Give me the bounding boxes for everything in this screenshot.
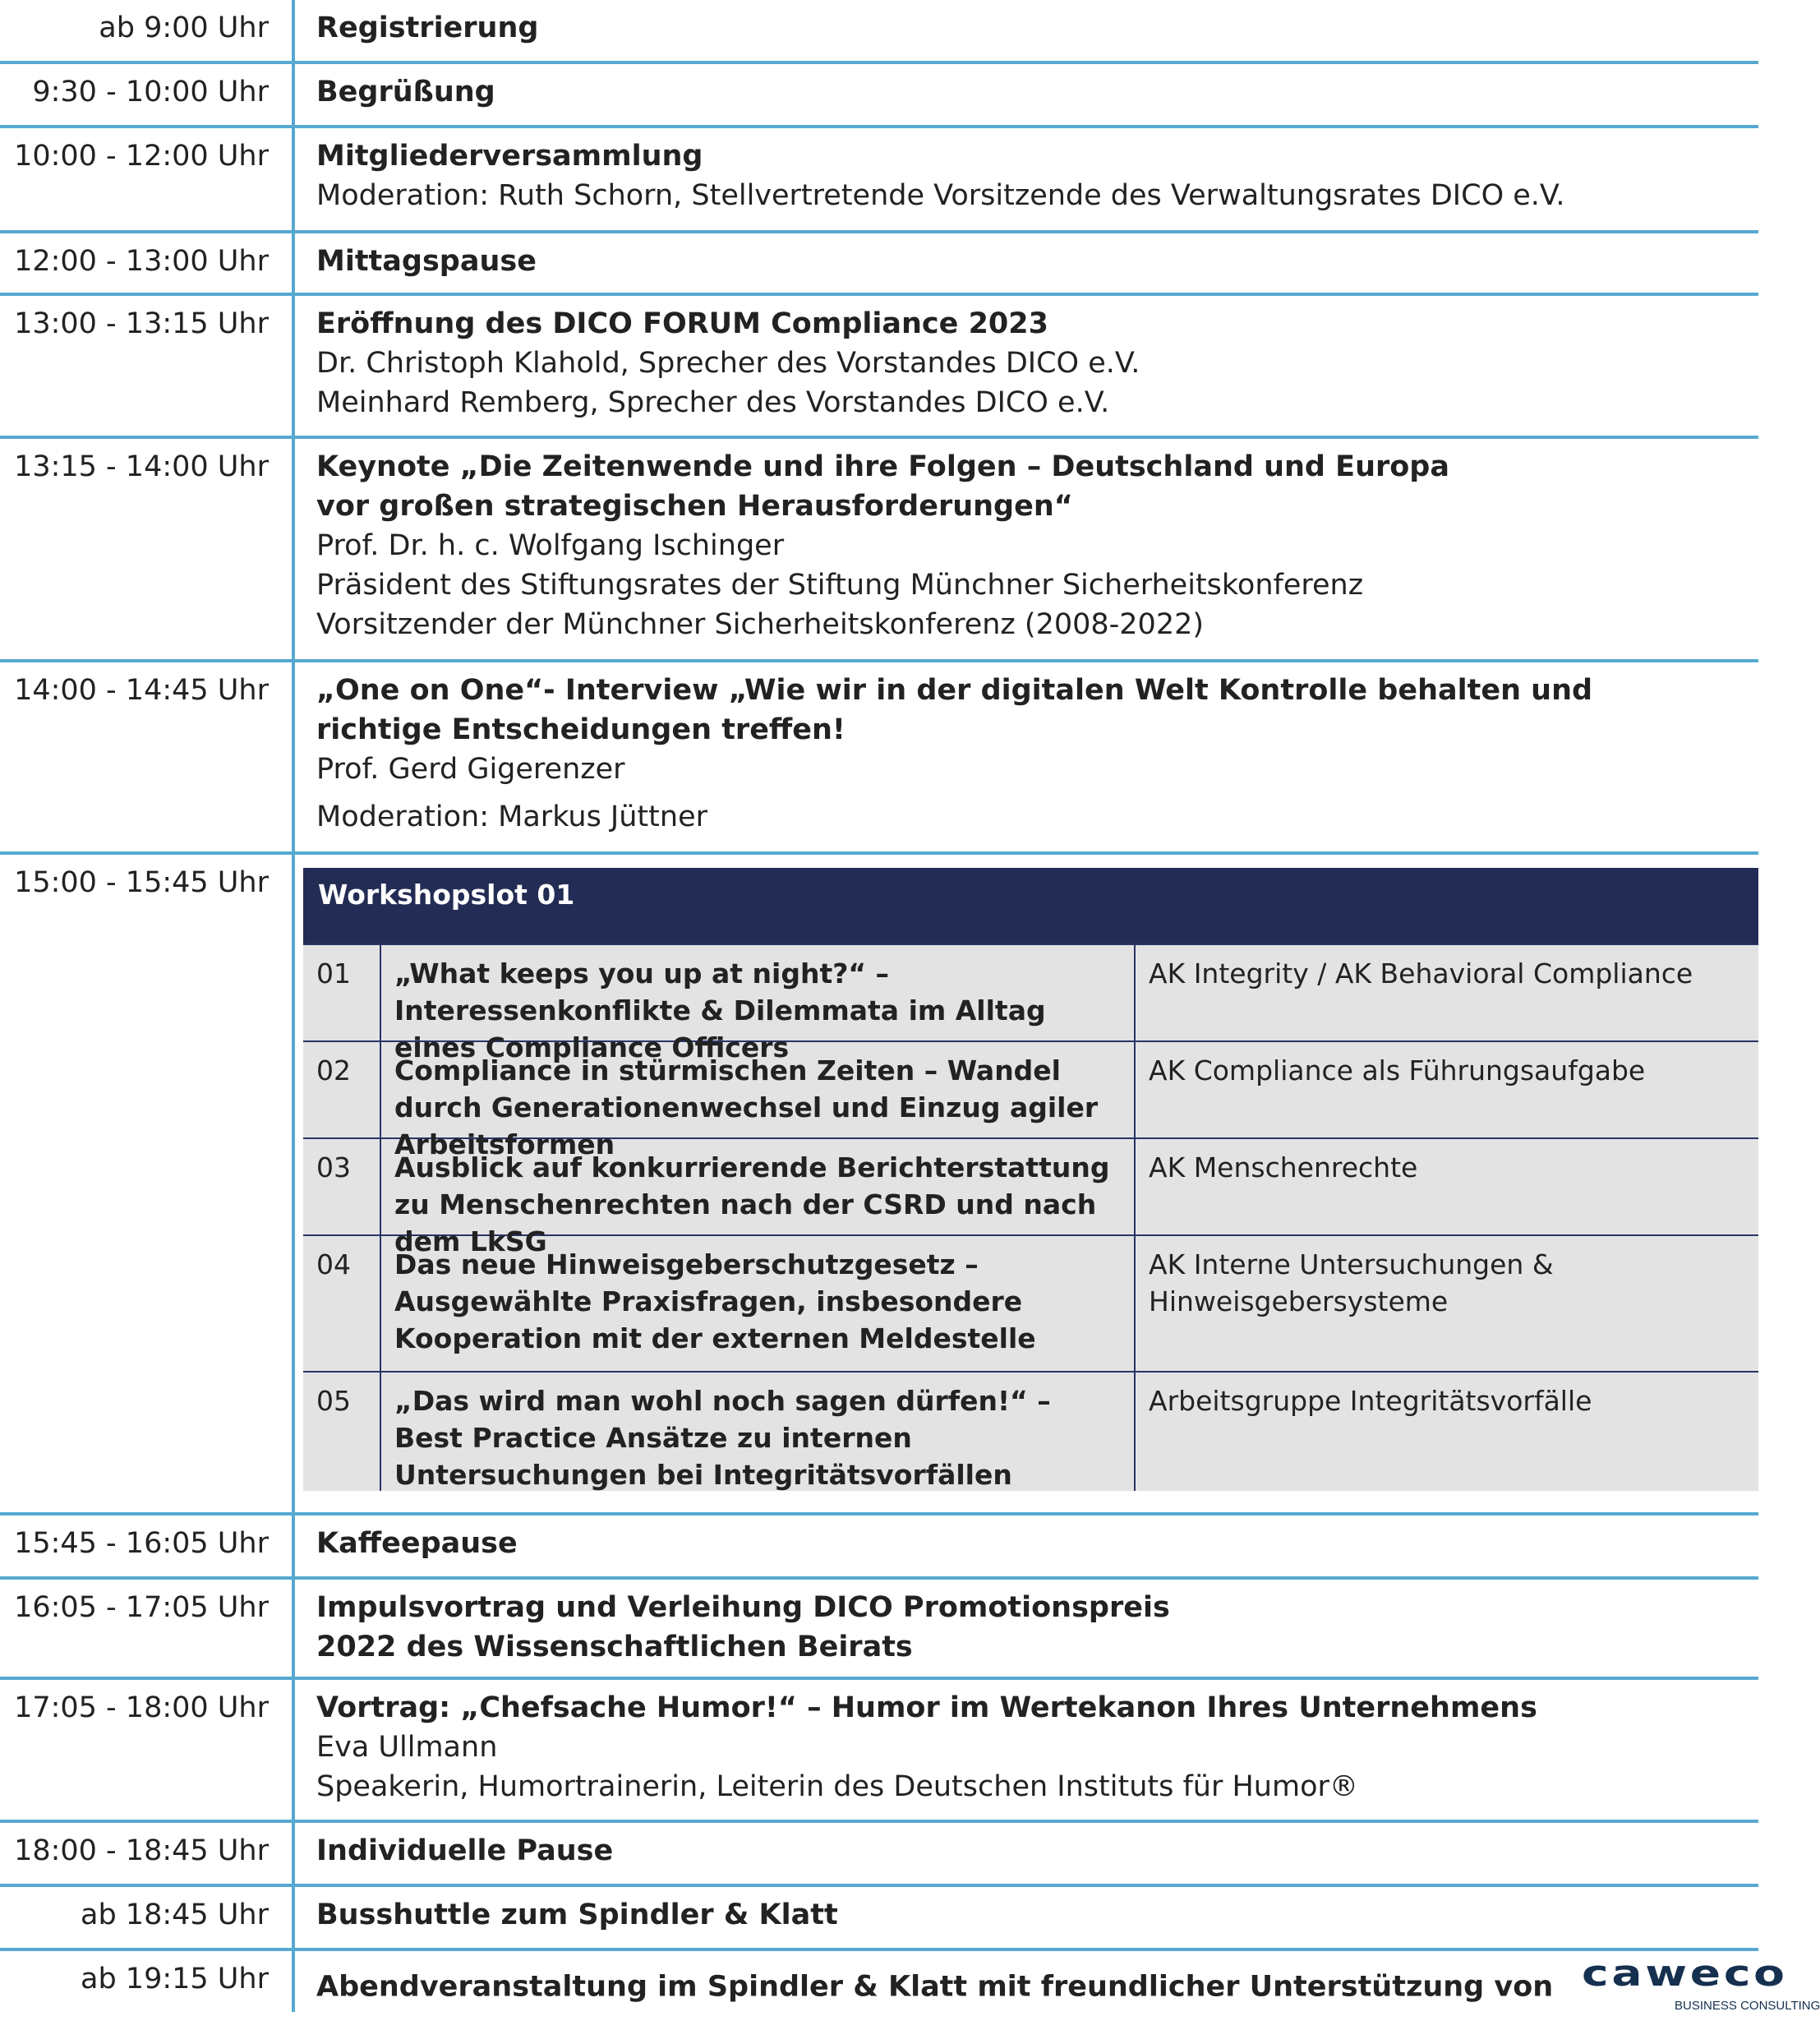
workshop-row (303, 1137, 1758, 1257)
workshop-table (303, 868, 1758, 1491)
agenda-row (0, 439, 1758, 662)
workshop-title: „Das wird man wohl noch sagen dürfen!“ – Best Practice Ansätze zu internen Untersuchungen bei Integritätsvorfällen (381, 1373, 1136, 1491)
workshop-row (303, 1040, 1758, 1160)
session-detail: Eva Ullmann (316, 1731, 498, 1764)
workshop-title: „What keeps you up at night?“ – Interessenkonflikte & Dilemmata im Alltag eines Compliance Officers (381, 945, 1136, 1040)
session-detail: Prof. Gerd Gigerenzer (316, 753, 625, 786)
session-detail: Moderation: Ruth Schorn, Stellvertretende Vorsitzende des Verwaltungsrates DICO e.V. (316, 179, 1565, 212)
workshop-title: Compliance in stürmischen Zeiten – Wandel durch Generationenwechsel und Einzug agiler Arbeitsformen (381, 1042, 1136, 1137)
time-label: 15:45 - 16:05 Uhr (14, 1527, 269, 1560)
workshop-number: 02 (303, 1042, 381, 1137)
session-title: Kaffeepause (316, 1527, 518, 1560)
session-title: Individuelle Pause (316, 1834, 614, 1867)
workshop-group: AK Menschenrechte (1149, 1151, 1418, 1183)
time-label: 18:00 - 18:45 Uhr (14, 1834, 269, 1867)
agenda-row (0, 1887, 1758, 1951)
time-label: 9:30 - 10:00 Uhr (32, 76, 269, 108)
workshop-group: AK Interne Untersuchungen & Hinweisgebersysteme (1149, 1248, 1554, 1317)
workshop-number: 03 (303, 1139, 381, 1234)
workshop-group: Arbeitsgruppe Integritätsvorfälle (1149, 1385, 1592, 1417)
time-label: 15:00 - 15:45 Uhr (14, 866, 269, 899)
agenda-row (0, 296, 1758, 439)
workshop-number: 05 (303, 1373, 381, 1491)
workshop-title: Ausblick auf konkurrierende Berichterstattung zu Menschenrechten nach der CSRD und nach dem LkSG (381, 1139, 1136, 1234)
agenda-row (0, 1951, 1820, 2030)
agenda-row (0, 64, 1758, 128)
session-detail: Speakerin, Humortrainerin, Leiterin des Deutschen Instituts für Humor® (316, 1770, 1358, 1803)
timeline-divider (292, 0, 295, 2012)
agenda-row (0, 662, 1758, 855)
session-title: Abendveranstaltung im Spindler & Klatt mit freundlicher Unterstützung von (316, 1970, 1554, 2004)
agenda-row (0, 128, 1758, 233)
session-detail: Moderation: Markus Jüttner (316, 800, 707, 833)
session-title: Mittagspause (316, 245, 537, 278)
agenda-row (0, 1580, 1758, 1680)
time-label: 14:00 - 14:45 Uhr (14, 674, 269, 707)
logo-tagline: BUSINESS CONSULTING (1675, 1999, 1820, 2013)
time-label: ab 18:45 Uhr (81, 1899, 269, 1931)
time-label: 16:05 - 17:05 Uhr (14, 1591, 269, 1624)
logo-wordmark: caweco (1582, 1953, 1789, 1995)
session-detail: Dr. Christoph Klahold, Sprecher des Vorstandes DICO e.V. (316, 347, 1140, 380)
session-detail: Präsident des Stiftungsrates der Stiftung Münchner Sicherheitskonferenz (316, 569, 1364, 602)
agenda-row (0, 0, 1758, 64)
workshop-row (303, 1234, 1758, 1371)
session-title: Begrüßung (316, 76, 495, 108)
time-label: 10:00 - 12:00 Uhr (14, 140, 269, 173)
workshop-group: AK Integrity / AK Behavioral Compliance (1149, 957, 1693, 990)
session-title: Registrierung (316, 12, 539, 44)
agenda-row (0, 1823, 1758, 1887)
agenda-row (0, 233, 1758, 296)
workshop-group: AK Compliance als Führungsaufgabe (1149, 1054, 1646, 1087)
workshop-title: Das neue Hinweisgeberschutzgesetz – Ausgewählte Praxisfragen, insbesondere Kooperation mit der externen Meldestelle (381, 1236, 1136, 1371)
time-label: 17:05 - 18:00 Uhr (14, 1691, 269, 1724)
session-title: Eröffnung des DICO FORUM Compliance 2023 (316, 307, 1048, 340)
session-title: Keynote „Die Zeitenwende und ihre Folgen – Deutschland und Europa vor großen strategischen Herausforderungen“ (316, 450, 1449, 523)
session-detail: Meinhard Remberg, Sprecher des Vorstandes DICO e.V. (316, 386, 1110, 419)
session-detail: Vorsitzender der Münchner Sicherheitskonferenz (2008-2022) (316, 608, 1205, 641)
agenda-row (0, 1680, 1758, 1823)
workshop-row (303, 1371, 1758, 1491)
session-title: „One on One“- Interview „Wie wir in der digitalen Welt Kontrolle behalten und richtige Entscheidungen treffen! (316, 674, 1593, 746)
agenda-row-workshops (0, 855, 1758, 1516)
workshop-header: Workshopslot 01 (303, 868, 1758, 943)
time-label: ab 19:15 Uhr (81, 1963, 269, 1995)
session-title: Vortrag: „Chefsache Humor!“ – Humor im Wertekanon Ihres Unternehmens (316, 1691, 1537, 1724)
caweco-logo (1582, 1953, 1820, 2013)
time-label: ab 9:00 Uhr (99, 12, 269, 44)
time-label: 13:15 - 14:00 Uhr (14, 450, 269, 483)
session-title: Impulsvortrag und Verleihung DICO Promotionspreis 2022 des Wissenschaftlichen Beirats (316, 1591, 1170, 1663)
session-title: Busshuttle zum Spindler & Klatt (316, 1899, 838, 1931)
workshop-number: 01 (303, 945, 381, 1040)
time-label: 13:00 - 13:15 Uhr (14, 307, 269, 340)
session-detail: Prof. Dr. h. c. Wolfgang Ischinger (316, 529, 785, 562)
session-title: Mitgliederversammlung (316, 140, 703, 173)
time-label: 12:00 - 13:00 Uhr (14, 245, 269, 278)
workshop-row (303, 943, 1758, 1063)
agenda-row (0, 1516, 1758, 1580)
workshop-number: 04 (303, 1236, 381, 1371)
